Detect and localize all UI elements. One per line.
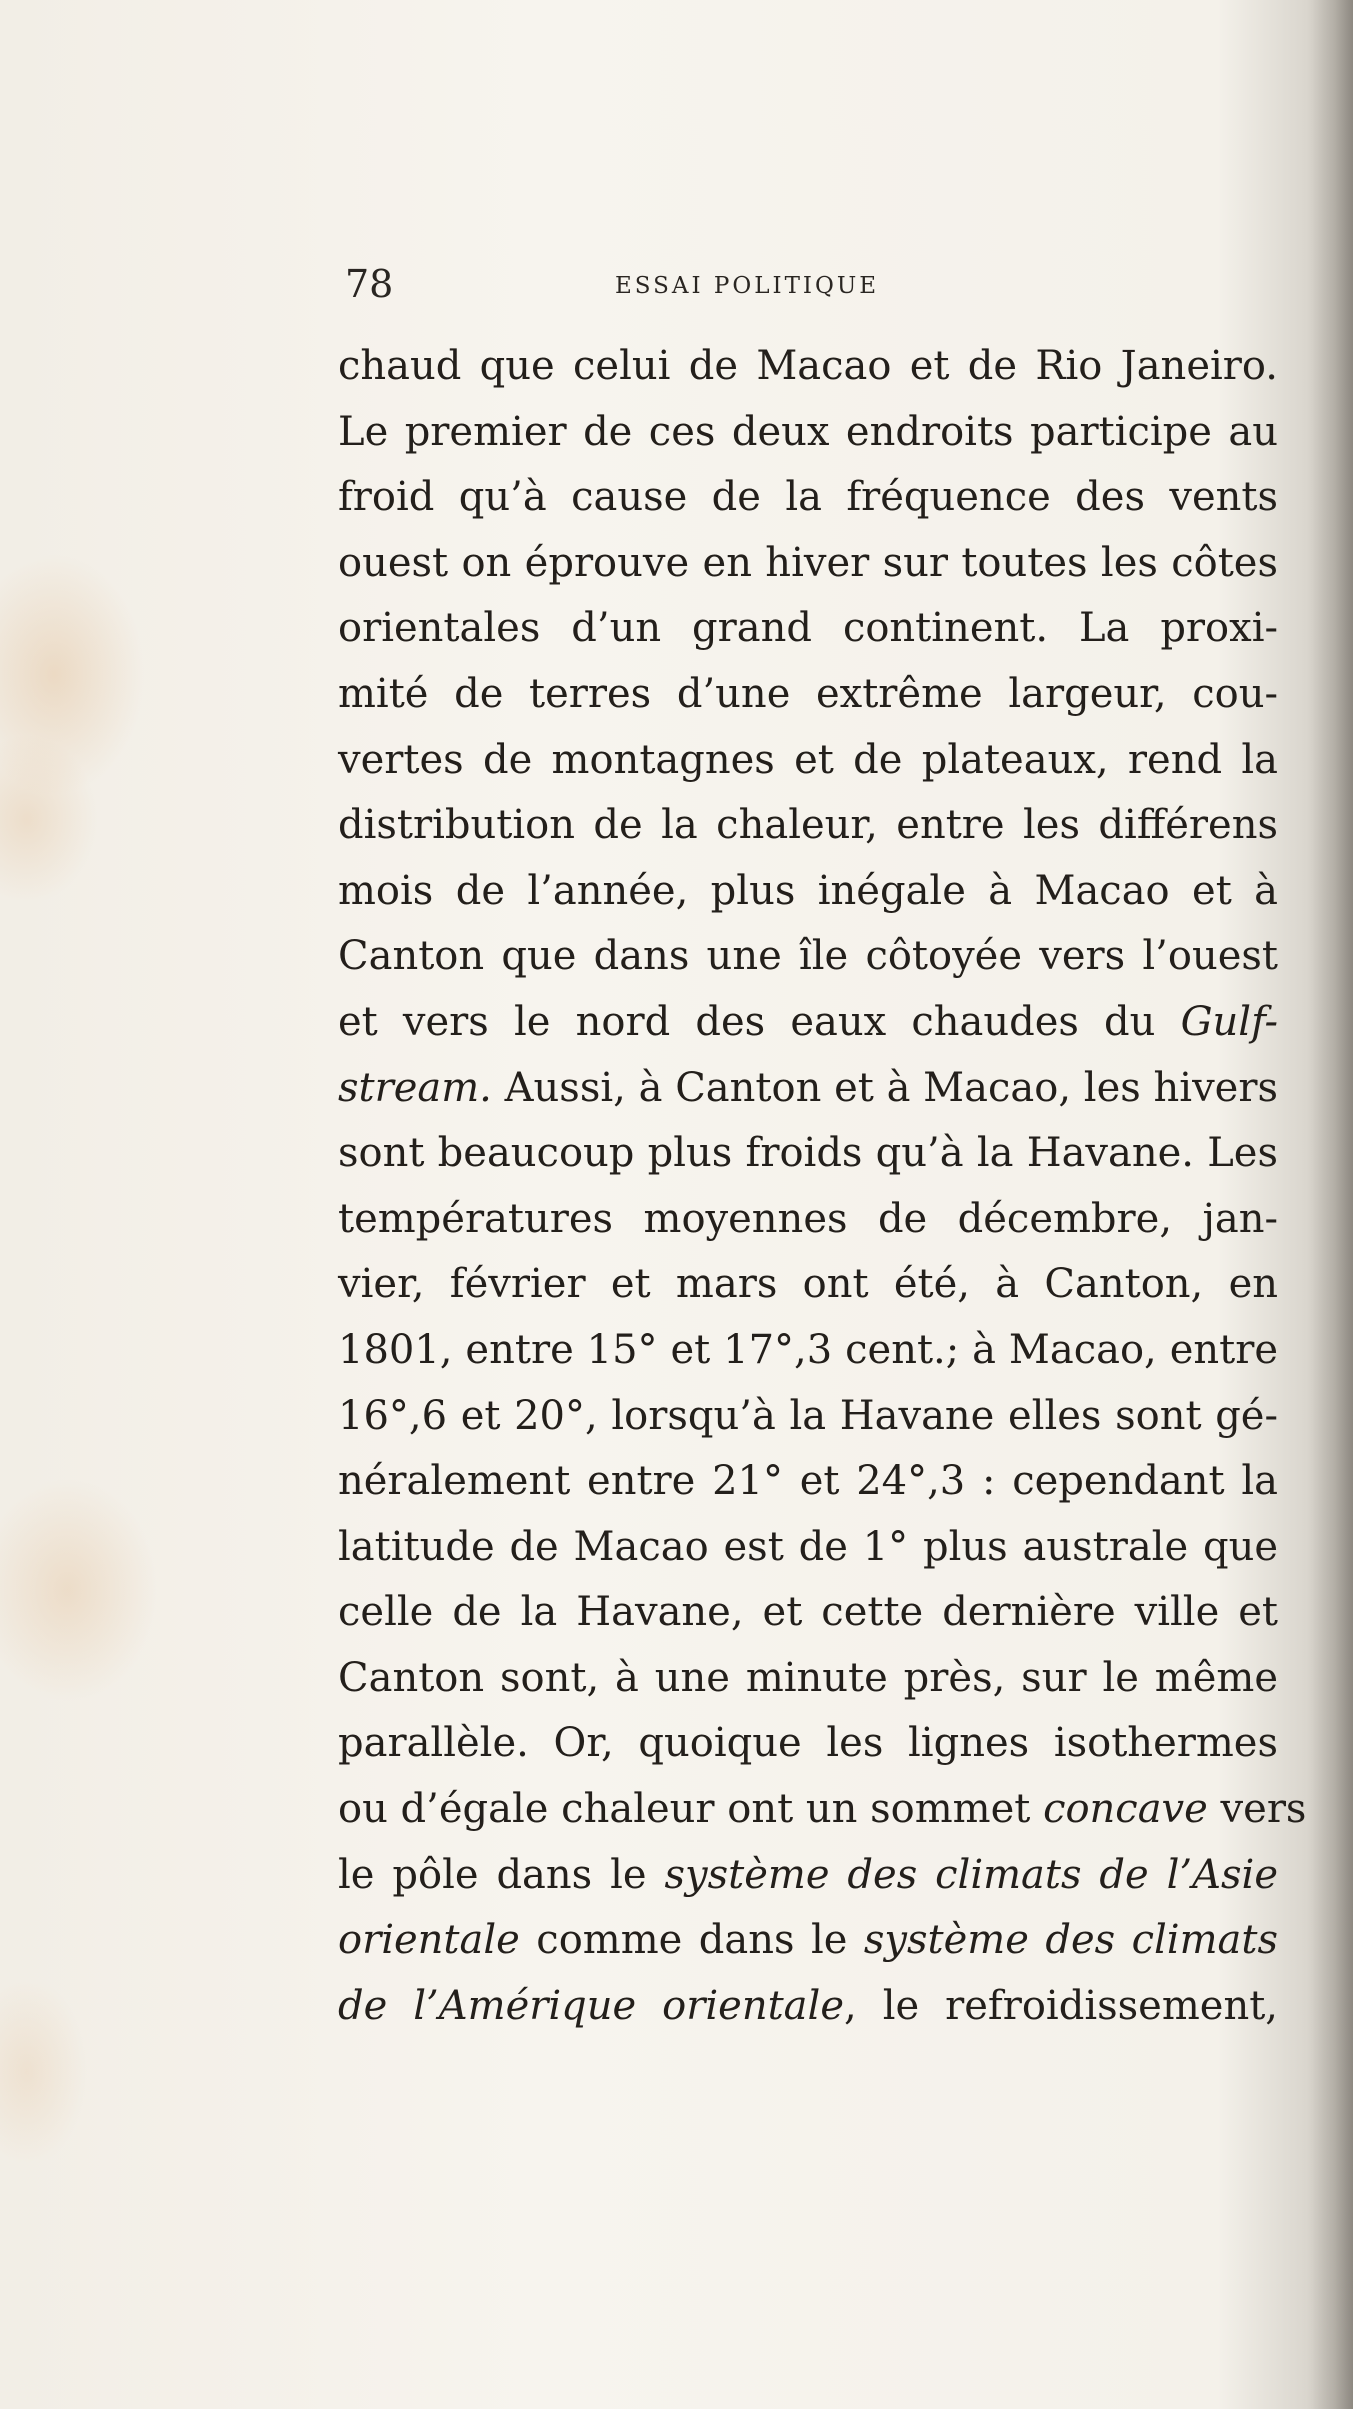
page-number: 78: [345, 262, 394, 306]
text-line: [338, 859, 1278, 925]
text-segment: sont beaucoup plus froids qu’à la Havane. Les: [338, 1130, 1278, 1177]
text-segment: températures moyennes de décembre, jan-: [338, 1195, 1278, 1242]
running-head: [345, 262, 1260, 306]
italic-segment: orientale: [338, 1917, 520, 1964]
text-line: [338, 1974, 1278, 2040]
text-segment: Le premier de ces deux endroits participe au: [338, 408, 1278, 455]
text-line: [338, 596, 1278, 662]
text-line: [338, 1843, 1278, 1909]
text-line: [338, 728, 1278, 794]
text-line: [338, 1187, 1278, 1253]
text-segment: ouest on éprouve en hiver sur toutes les côtes: [338, 539, 1278, 586]
text-segment: distribution de la chaleur, entre les différens: [338, 802, 1278, 849]
text-segment: néralement entre 21° et 24°,3 : cependant la: [338, 1458, 1278, 1505]
text-line: [338, 1449, 1278, 1515]
text-line: [338, 1777, 1307, 1843]
text-line: [338, 1384, 1278, 1450]
text-line: [338, 793, 1278, 859]
text-segment: orientales d’un grand continent. La proxi-: [338, 605, 1278, 652]
text-segment: vier, février et mars ont été, à Canton, en: [338, 1261, 1278, 1308]
text-line: [338, 531, 1278, 597]
text-segment: , le refroidissement,: [844, 1982, 1278, 2029]
text-segment: latitude de Macao est de 1° plus australe que: [338, 1523, 1278, 1570]
text-line: [338, 1580, 1278, 1646]
running-title: ESSAI POLITIQUE: [615, 273, 880, 299]
page-gutter-shadow: [1307, 0, 1353, 2409]
text-segment: le pôle dans le: [338, 1851, 665, 1898]
italic-segment: système des climats: [863, 1917, 1278, 1964]
italic-segment: concave: [1043, 1786, 1208, 1833]
text-line: [338, 990, 1278, 1056]
text-segment: mité de terres d’une extrême largeur, cou-: [338, 670, 1278, 717]
text-line: [338, 1711, 1278, 1777]
text-line: [338, 1318, 1278, 1384]
text-segment: froid qu’à cause de la fréquence des vents: [338, 474, 1278, 521]
text-segment: comme dans le: [519, 1917, 864, 1964]
text-line: [338, 1515, 1278, 1581]
body-paragraph: [338, 334, 1307, 2039]
text-segment: Canton que dans une île côtoyée vers l’ouest: [338, 933, 1278, 980]
italic-segment: de l’Amérique orientale: [338, 1982, 844, 2029]
text-line: [338, 924, 1278, 990]
text-segment: 1801, entre 15° et 17°,3 cent.; à Macao, entre: [338, 1326, 1278, 1373]
text-line: [338, 1908, 1278, 1974]
text-segment: et vers le nord des eaux chaudes du: [338, 998, 1181, 1045]
text-line: [338, 465, 1278, 531]
text-line: [338, 1646, 1278, 1712]
text-line: [338, 1056, 1278, 1122]
text-line: [338, 1252, 1278, 1318]
text-segment: celle de la Havane, et cette dernière ville et: [338, 1589, 1278, 1636]
text-line: [338, 662, 1278, 728]
italic-segment: stream.: [338, 1064, 492, 1111]
italic-segment: système des climats de l’Asie: [664, 1851, 1278, 1898]
text-line: [338, 400, 1278, 466]
text-segment: Canton sont, à une minute près, sur le même: [338, 1654, 1278, 1701]
text-line: [338, 334, 1278, 400]
text-segment: vers: [1207, 1786, 1307, 1833]
text-line: [338, 1121, 1278, 1187]
text-segment: ou d’égale chaleur ont un sommet: [338, 1786, 1044, 1833]
text-segment: vertes de montagnes et de plateaux, rend la: [338, 736, 1278, 783]
text-segment: mois de l’année, plus inégale à Macao et à: [338, 867, 1278, 914]
text-segment: 16°,6 et 20°, lorsqu’à la Havane elles sont gé-: [338, 1392, 1278, 1439]
italic-segment: Gulf-: [1180, 998, 1278, 1045]
text-segment: chaud que celui de Macao et de Rio Janeiro.: [338, 343, 1278, 389]
text-segment: parallèle. Or, quoique les lignes isothermes: [338, 1720, 1278, 1767]
text-segment: Aussi, à Canton et à Macao, les hivers: [491, 1064, 1278, 1111]
